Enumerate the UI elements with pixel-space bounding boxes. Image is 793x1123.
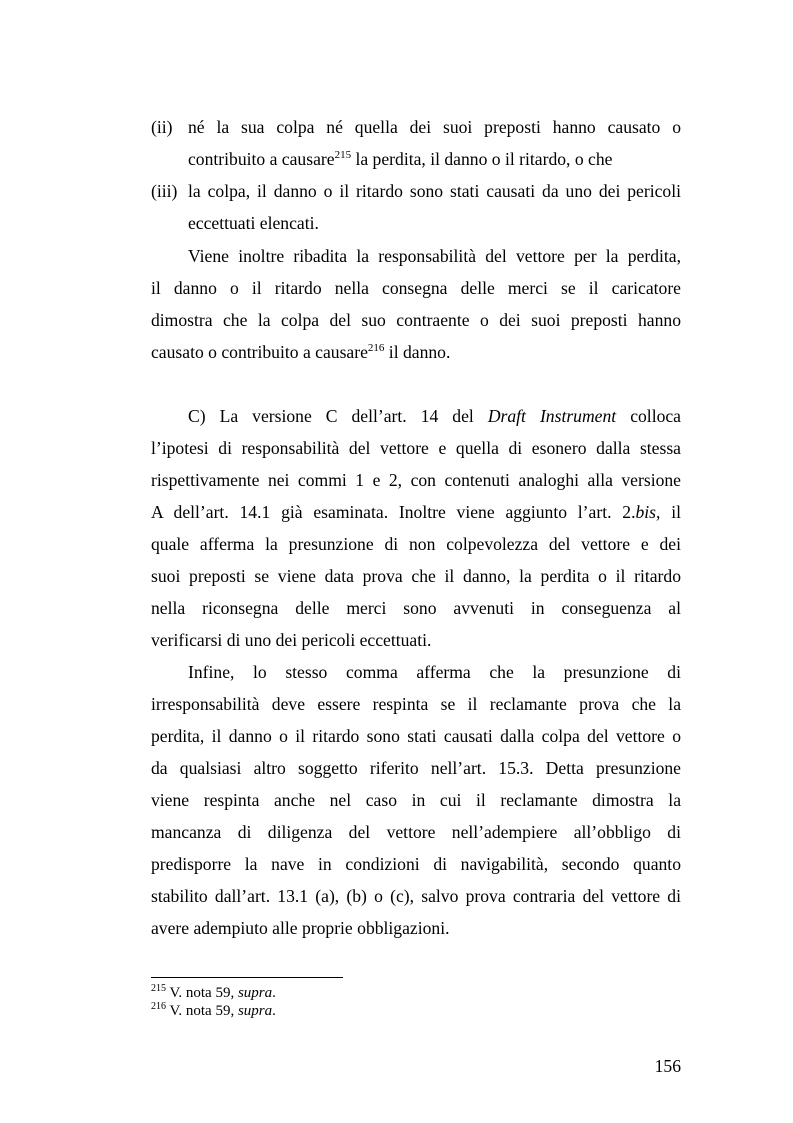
paragraph-line: stabilito dall’art. 13.1 (a), (b) o (c), salvo prova contraria del vettore di [151,886,681,906]
paragraph-line: nella riconsegna delle merci sono avvenuti in conseguenza al [151,598,681,618]
paragraph-line: causato o contribuito a causare$^{216}$ il danno. [151,342,451,362]
text-line: la colpa, il danno o il ritardo sono stati causati da uno dei pericoli [188,181,681,201]
paragraph-line: rispettivamente nei commi 1 e 2, con contenuti analoghi alla versione [151,470,681,490]
italic-text: Draft Instrument [487,406,617,426]
paragraph-line: da qualsiasi altro soggetto riferito nell’art. 15.3. Detta presunzione [151,758,681,778]
footnote-separator [151,977,343,978]
italic-text: supra [237,1003,273,1019]
paragraph-line: mancanza di diligenza del vettore nell’adempiere all’obbligo di [151,822,681,842]
text-line: eccettuati elencati. [188,213,319,233]
paragraph-line: perdita, il danno o il ritardo sono stati causati dalla colpa del vettore o [151,726,681,746]
footnote-ref: 215 [151,983,166,994]
list-label: (iii) [151,181,178,201]
text-line: contribuito a causare$^{215}$ la perdita, il danno o il ritardo, o che [188,149,613,169]
paragraph-line: viene respinta anche nel caso in cui il reclamante dimostra la [151,790,681,810]
paragraph-line: predisporre la nave in condizioni di navigabilità, secondo quanto [151,854,681,874]
paragraph-line: suoi preposti se viene data prova che il danno, la perdita o il ritardo [151,566,681,586]
paragraph-line: A dell’art. 14.1 già esaminata. Inoltre viene aggiunto l’art. 2.bis, il [151,502,681,522]
page-number: 156 [654,1056,681,1076]
footnote: $^{215}$ V. nota 59, supra. [151,983,276,1001]
text-line: né la sua colpa né quella dei suoi preposti hanno causato o [188,117,681,137]
paragraph-line: dimostra che la colpa del suo contraente o dei suoi preposti hanno [151,310,681,330]
paragraph-line: irresponsabilità deve essere respinta se il reclamante prova che la [151,694,681,714]
paragraph-line: Viene inoltre ribadita la responsabilità del vettore per la perdita, [188,246,681,266]
paragraph-line: C) La versione C dell’art. 14 del Draft Instrument colloca [188,406,681,426]
paragraph-line: verificarsi di uno dei pericoli eccettuati. [151,630,432,650]
italic-text: supra [237,985,273,1001]
paragraph-line: Infine, lo stesso comma afferma che la presunzione di [188,662,681,682]
paragraph-line: il danno o il ritardo nella consegna delle merci se il caricatore [151,278,681,298]
footnote-ref: 216 [151,1001,166,1012]
paragraph-line: quale afferma la presunzione di non colpevolezza del vettore e dei [151,534,681,554]
footnote-ref: 215 [334,149,352,161]
footnote-ref: 216 [367,342,385,354]
list-label: (ii) [151,117,173,137]
footnote: $^{216}$ V. nota 59, supra. [151,1001,276,1019]
paragraph-line: l’ipotesi di responsabilità del vettore e quella di esonero dalla stessa [151,438,681,458]
italic-text: bis [635,502,657,522]
paragraph-line: avere adempiuto alle proprie obbligazioni. [151,918,450,938]
